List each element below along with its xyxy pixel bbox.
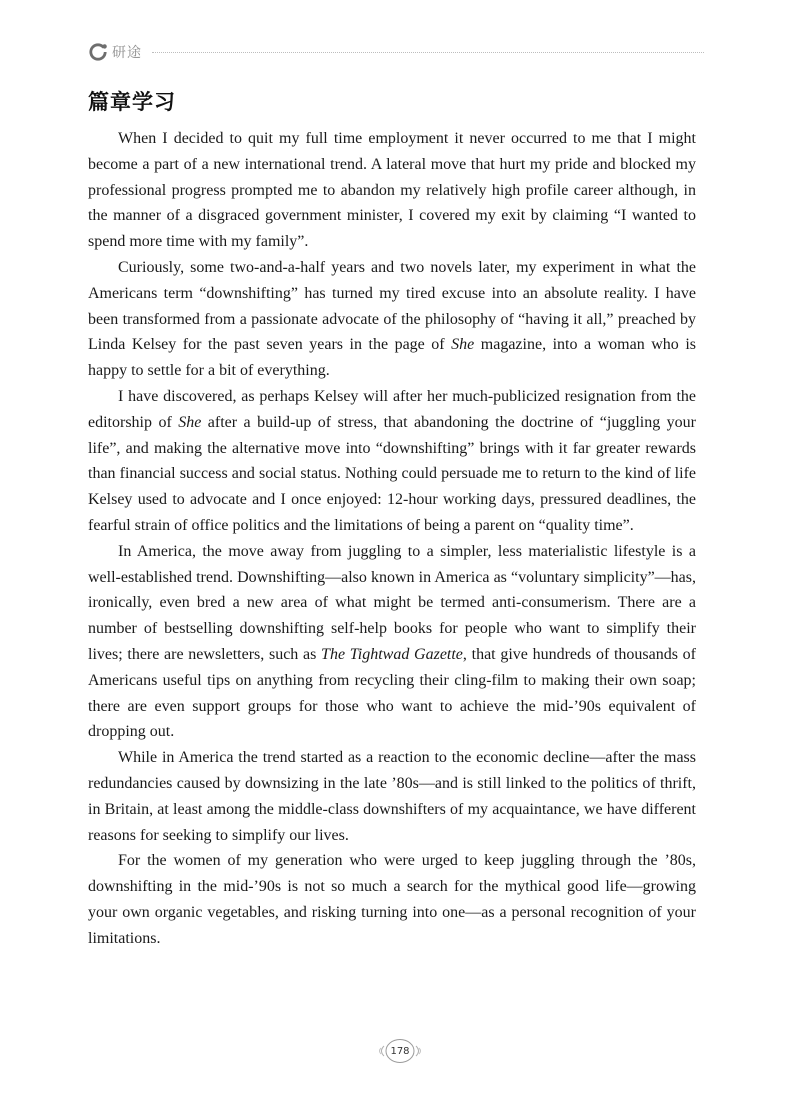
paragraph-4-text-a: In America, the move away from juggling to a simpler, less materialistic lifestyle is a well-established trend. Downshifting—also known in America as “voluntary simplicity”—has, ironically, even bred a new area of what might be termed anti-consumerism. There are a number of bestselling downshifting self-help books for people who want to simplify their lives; there are newsletters, such as (88, 542, 696, 663)
section-title: 篇章学习 (88, 90, 176, 114)
newsletter-title: The Tightwad Gazette (321, 645, 463, 663)
brand-name: 研途 (112, 45, 142, 61)
paragraph-5: While in America the trend started as a reaction to the economic decline—after the mass redundancies caused by downsizing in the late ’80s—and is still linked to the politics of thrift, in Britain, at least among the middle-class downshifters of my acquaintance, we have different reasons for seeking to simplify our lives. (88, 749, 696, 844)
paragraph-4 (88, 539, 696, 745)
paragraph-1: When I decided to quit my full time employment it never occurred to me that I might become a part of a new international trend. A lateral move that hurt my pride and blocked my professional progress prompted me to abandon my relatively high profile career although, in the manner of a disgraced government minister, I covered my exit by claiming “I wanted to spend more time with my family”. (88, 130, 696, 251)
paragraph-6: For the women of my generation who were urged to keep juggling through the ’80s, downshifting in the mid-’90s is not so much a search for the mythical good life—growing your own organic vegetables, and risking turning into one—as a personal recognition of your limitations. (88, 852, 696, 947)
page-number: 178 (390, 1045, 410, 1057)
page-number-badge (373, 1036, 427, 1066)
magazine-title: She (178, 413, 202, 431)
header-divider (152, 52, 704, 53)
paragraph-2 (88, 255, 696, 384)
brand-logo (88, 42, 142, 62)
paragraph-3-text-a: I have discovered, as perhaps Kelsey will after her much-publicized resignation from the editorship of (88, 387, 696, 431)
circular-swirl-logo-icon (88, 42, 108, 62)
paragraph-3 (88, 384, 696, 539)
paragraph-3-text-b: after a build-up of stress, that abandoning the doctrine of “juggling your life”, and making the alternative move into “downshifting” brings with it far greater rewards than financial success and social status. Nothing could persuade me to return to the kind of life Kelsey used to advocate and I once enjoyed: 12-hour working days, pressured deadlines, the fearful strain of office politics and the limitations of being a parent on “quality time”. (88, 413, 696, 534)
article-body (88, 126, 696, 952)
paragraph-2-text-b: magazine, into a woman who is happy to settle for a bit of everything. (88, 336, 696, 380)
paragraph-4-text-b: , that give hundreds of thousands of Americans useful tips on anything from recycling their cling-film to making their own soap; there are even support groups for those who want to achieve the mid-’90s equivalent of dropping out. (88, 645, 697, 741)
paragraph-2-text-a: Curiously, some two-and-a-half years and two novels later, my experiment in what the Americans term “downshifting” has turned my tired excuse into an absolute reality. I have been transformed from a passionate advocate of the philosophy of “having it all,” preached by Linda Kelsey for the past seven years in the page of (88, 258, 696, 354)
page-header (88, 40, 704, 64)
magazine-title: She (451, 336, 475, 354)
